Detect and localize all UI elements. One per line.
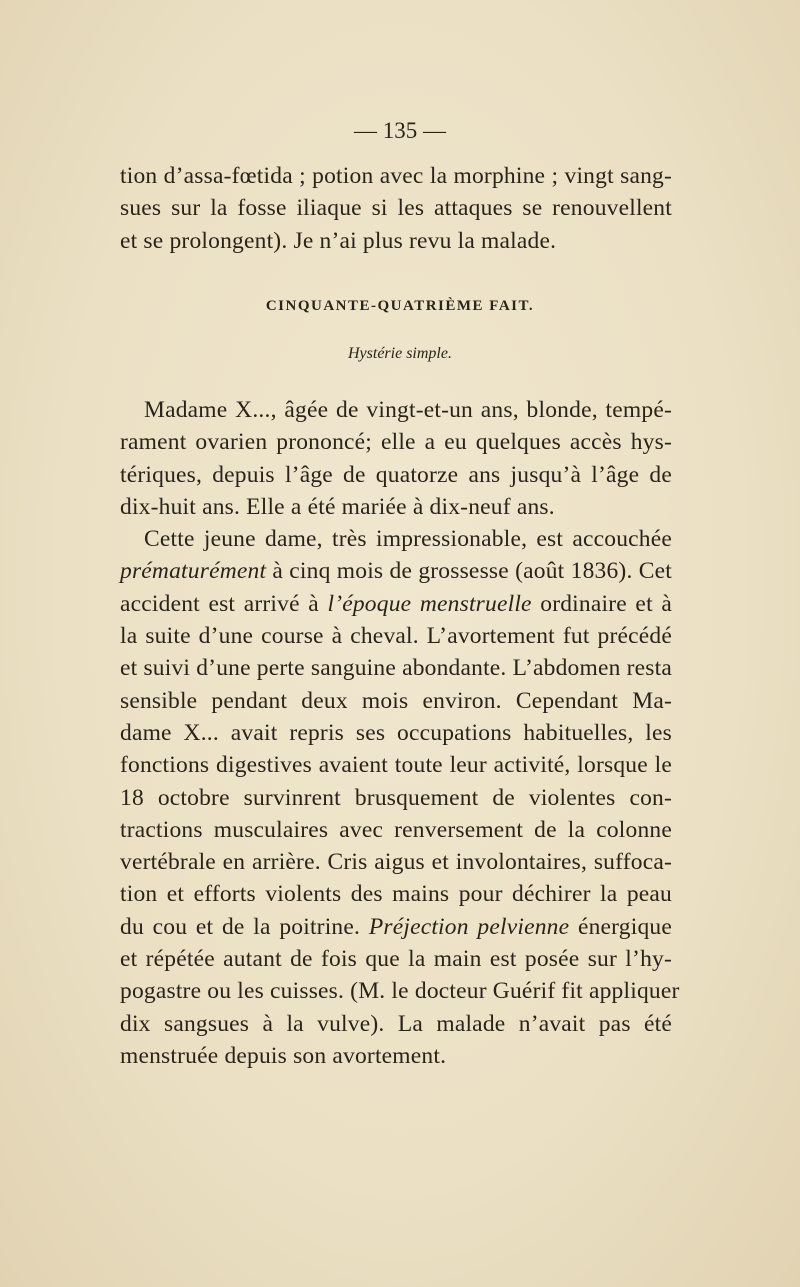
continuation-paragraph <box>120 160 672 257</box>
text-line: accident est arrivé à l’époque menstruelle ordinaire et à <box>120 590 672 617</box>
text-line: rament ovarien prononcé; elle a eu quelques accès hys- <box>120 429 672 456</box>
case-subheading: Hystérie simple. <box>348 345 452 362</box>
page-number: — 135 — <box>354 118 446 143</box>
italic-emphasis: prématurément <box>120 558 267 585</box>
text-line: tion et efforts violents des mains pour déchirer la peau <box>120 881 672 908</box>
text-line: sues sur la fosse iliaque si les attaques se renouvellent <box>120 195 672 222</box>
text-line: 18 octobre survinrent brusquement de violentes con- <box>120 784 672 811</box>
text-line: et suivi d’une perte sanguine abondante. L’abdomen resta <box>120 655 672 682</box>
text-line: menstruée depuis son avortement. <box>120 1042 447 1069</box>
text-line: tractions musculaires avec renversement de la colonne <box>120 816 672 843</box>
text-line: pogastre ou les cuisses. (M. le docteur Guérif fit appliquer <box>120 978 680 1005</box>
text-line: tion d’assa-fœtida ; potion avec la morphine ; vingt sang- <box>120 163 672 189</box>
text-line: fonctions digestives avaient toute leur activité, lorsque le <box>120 752 672 779</box>
text-line: dix sangsues à la vulve). La malade n’avait pas été <box>120 1010 672 1037</box>
text-line: et se prolongent). Je n’ai plus revu la malade. <box>120 227 557 254</box>
text-line: du cou et de la poitrine. Préjection pelvienne énergique <box>120 913 672 940</box>
text-line: sensible pendant deux mois environ. Cependant Ma- <box>120 687 672 714</box>
text-line: et répétée autant de fois que la main est posée sur l’hy- <box>120 946 672 973</box>
text-line: dame X... avait repris ses occupations habituelles, les <box>120 719 672 746</box>
text-line: tériques, depuis l’âge de quatorze ans jusqu’à l’âge de <box>120 461 672 488</box>
italic-emphasis: Préjection pelvienne <box>368 913 570 940</box>
text-line: la suite d’une course à cheval. L’avortement fut précédé <box>120 623 672 650</box>
case-heading: CINQUANTE-QUATRIÈME FAIT. <box>265 298 535 314</box>
text-line: Cette jeune dame, très impressionable, est accouchée <box>144 526 672 553</box>
text-line: Madame X..., âgée de vingt-et-un ans, blonde, tempé- <box>144 397 672 423</box>
italic-emphasis: l’époque menstruelle <box>327 590 532 617</box>
text-line: prématurément à cinq mois de grossesse (août 1836). Cet <box>120 558 672 585</box>
text-line: dix-huit ans. Elle a été mariée à dix-neuf ans. <box>120 493 555 520</box>
text-line: vertébrale en arrière. Cris aigus et involontaires, suffoca- <box>120 849 672 876</box>
case-body <box>120 394 680 1072</box>
